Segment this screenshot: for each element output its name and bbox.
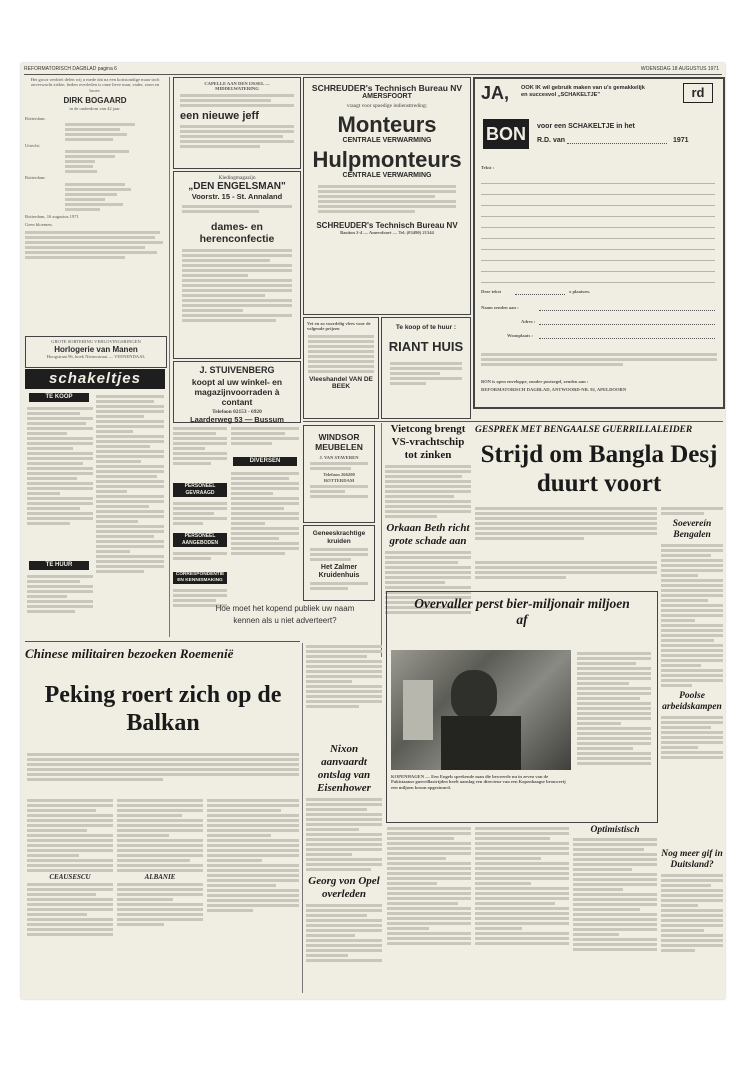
obituary-name: DIRK BOGAARD <box>63 96 127 106</box>
riant-title: RIANT HUIS <box>388 339 464 354</box>
bon-tekst-label: Tekst : <box>481 165 495 170</box>
windsor-city: ROTTERDAM <box>323 477 355 483</box>
newspaper-page <box>21 63 725 999</box>
running-head-left: REFORMATORISCH DAGBLAD pagina 6 <box>24 66 117 72</box>
tag-personeel-aangeboden: PERSONEEL AANGEBODEN <box>173 533 227 547</box>
stuivenberg-ad <box>173 361 301 423</box>
bon-ja: JA, <box>481 83 510 103</box>
china-headline <box>25 681 301 745</box>
gif-subhead: Nog meer gif in Duitsland? <box>661 849 723 870</box>
china-kicker <box>25 647 301 677</box>
windsor-tel: Telefoon 266200 <box>323 472 355 478</box>
bon-coupon[interactable] <box>473 77 725 409</box>
schreuder-footer-addr: Bastion 2-4 — Amersfoort — Tel. (03490) 21344 <box>340 230 434 236</box>
engelsman-name: „DEN ENGELSMAN" <box>188 181 286 193</box>
obituary-place-2: Utrecht: <box>25 143 41 149</box>
china-lead <box>27 751 299 793</box>
bier-headline: Overvaller perst bier-miljonair miljoen af <box>414 596 630 627</box>
capelle-sub: MIDDELWATERING <box>215 86 259 92</box>
horloge-title: Horlogerie van Manen <box>54 345 138 355</box>
bon-plaatsen-label: x plaatsen. <box>569 289 590 294</box>
gif-col <box>661 849 723 993</box>
soeverein-subhead: Soevereín Bengalen <box>672 519 712 540</box>
tag-te-koop: TE KOOP <box>29 393 89 402</box>
riant-lead: Te koop of te huur : <box>395 324 457 331</box>
bon-voor: voor een SCHAKELTJE in het <box>537 123 635 130</box>
guerrilla-kicker-text: GESPREK MET BENGAALSE GUERRILLALEIDER <box>475 425 693 435</box>
ceausescu-subhead: CEAUSESCU <box>49 873 91 881</box>
bon-year: 1971 <box>673 137 689 144</box>
bon-woonplaats-field[interactable] <box>539 338 715 339</box>
bon-adres-field[interactable] <box>539 324 715 325</box>
obituary-place-3: Rotterdam: <box>25 175 46 181</box>
obituary-footer: Geen bloemen. <box>25 222 53 228</box>
stuivenberg-name: J. STUIVENBERG <box>199 365 275 375</box>
bon-footer-addr: REFORMATORISCH DAGBLAD, ANTWOORD-NR. 92, APELDOORN <box>481 387 627 392</box>
bier-article <box>386 591 658 823</box>
engelsman-pre: Kledingmagazijn <box>218 175 256 181</box>
tag-diversen: DIVERSEN <box>233 457 297 466</box>
opel-headline: Georg von Opel overleden <box>308 875 380 900</box>
bon-deze-tekst-label: Deze tekst <box>481 289 502 294</box>
schreuder-lead: vraagt voor spoedige indiensttreding: <box>346 103 428 109</box>
optimistisch-col <box>573 825 657 993</box>
albanie-subhead: ALBANIE <box>144 873 176 881</box>
stuivenberg-slogan: koopt al uw winkel- en magazijnvoorraden à contant <box>191 377 283 407</box>
capelle-headline: een nieuwe jeff <box>180 109 259 122</box>
bangla-col-right <box>661 505 723 845</box>
kruiden-ad <box>303 525 375 601</box>
bon-logo: BON <box>483 119 529 149</box>
schreuder-job2-sub: CENTRALE VERWARMING <box>342 172 432 180</box>
running-head-right: WOENSDAG 18 AUGUSTUS 1971 <box>640 66 719 72</box>
bon-rd-van: R.D. van <box>537 137 566 144</box>
classifieds-col-b <box>96 393 164 623</box>
bon-naam-field[interactable] <box>539 310 715 311</box>
vleeshandel-name: Vleeshandel VAN DE BEEK <box>309 375 373 391</box>
horloge-ad: GROTE SORTERING VERLOVINGSRINGEN Horlogerie van Manen Hoogstraat 96, hoek Nieuwstraat — VEENENDAAL <box>25 336 167 368</box>
tag-correspondentie: CORRESPONDENTIE EN KENNISMAKING <box>173 572 227 584</box>
vleeshandel-lead: Vet en zo voordelig vlees voor de volgende prijzen <box>307 321 371 332</box>
optimistisch-subhead: Optimistisch <box>590 825 640 835</box>
schreuder-footer-name: SCHREUDER's Technisch Bureau NV <box>316 221 458 231</box>
schreuder-job1: Monteurs <box>337 112 437 138</box>
bon-plaatsen-field[interactable] <box>515 294 565 295</box>
vleeshandel-ad <box>303 317 379 419</box>
stuivenberg-address: Laarderweg 53 — Bussum <box>190 415 284 425</box>
bon-footer: BON is open enveloppe, zonder postzegel, zenden aan : <box>481 379 589 384</box>
windsor-ad <box>303 425 375 523</box>
obituary-date: Rotterdam, 16 augustus 1971 <box>25 213 79 219</box>
engelsman-address: Voorstr. 15 - St. Annaland <box>191 192 283 202</box>
guerrilla-kicker <box>475 425 723 439</box>
obituary-age: in de ouderdom van 42 jaar. <box>69 106 121 112</box>
bangla-headline-text: Strijd om Bangla Desj duurt voort <box>480 441 718 497</box>
kruiden-title: Geneeskrachtige kruiden <box>312 530 366 545</box>
obituary-intro: Het groot verdriet delen wij u mede dat na een kortstondige maar toch onverwacht ziekte, heden overleden is onze lieve man, vader, zoon en broer: <box>30 77 160 93</box>
stuivenberg-phone: Telefoon 02153 - 6920 <box>212 409 262 415</box>
bangla-headline <box>475 440 723 502</box>
brewery-photo <box>391 650 571 770</box>
classifieds-col-c <box>173 425 227 483</box>
rd-logo: rd <box>683 83 713 103</box>
bon-ja-text: OOK IK wil gebruik maken van u's gemakkelijk en succesvol „SCHAKELTJE" <box>521 85 645 98</box>
kruiden-shop: Het Zalmer Kruidenhuis <box>318 564 360 579</box>
china-headline-text: Peking roert zich op de Balkan <box>44 682 282 736</box>
nixon-opel-col <box>306 743 382 993</box>
classifieds-te-huur <box>27 573 93 623</box>
bon-naam-label: Naam zenden aan : <box>481 305 519 310</box>
windsor-sub: J. VAN STAVEREN <box>319 455 359 460</box>
schreuder-city: AMERSFOORT <box>362 93 412 100</box>
vietcong-headline: Vietcong brengt VS-vrachtschip tot zinken <box>390 423 466 461</box>
masthead-rule <box>24 74 722 75</box>
obituary <box>25 77 165 347</box>
china-kicker-text: Chinese militairen bezoeken Roemenië <box>25 647 234 661</box>
schreuder-name: SCHREUDER's Technisch Bureau NV <box>311 83 463 93</box>
bangla-lead <box>475 505 657 557</box>
engelsman-headline: dames- en herenconfectie <box>199 221 275 246</box>
bon-adres-label: Adres : <box>521 319 536 324</box>
bon-tekst-field[interactable] <box>481 173 715 283</box>
orkaan-headline: Orkaan Beth richt grote schade aan <box>386 522 470 547</box>
bon-woonplaats-label: Woonplaats : <box>507 333 533 338</box>
obituary-place-1: Rotterdam: <box>25 115 46 121</box>
capelle-title: CAPELLE AAN DEN IJSSEL — <box>204 81 270 86</box>
engelsman-ad <box>173 171 301 359</box>
horloge-address: Hoogstraat 96, hoek Nieuwstraat — VEENENDAAL <box>46 354 146 360</box>
schreuder-job1-sub: CENTRALE VERWARMING <box>342 137 432 145</box>
tag-personeel-gevraagd: PERSONEEL GEVRAAGD <box>173 483 227 497</box>
poolse-subhead: Poolse arbeidskampen <box>662 691 722 712</box>
schakeltjes-logo-text: schakeltjes <box>49 370 141 387</box>
schreuder-job2: Hulpmonteurs <box>312 147 462 173</box>
capelle-ad <box>173 77 301 169</box>
classifieds-te-koop <box>27 405 93 555</box>
riant-huis-ad <box>381 317 471 419</box>
schreuder-ad <box>303 77 471 315</box>
windsor-name: WINDSOR MEUBELEN <box>315 432 363 452</box>
kopend-text: Hoe moet het kopend publiek uw naam kennen als u niet adverteert? <box>215 604 355 625</box>
tag-te-huur: TE HUUR <box>29 561 89 570</box>
schakeltjes-logo <box>25 369 165 389</box>
nixon-headline: Nixon aanvaardt ontslag van Eisenhower <box>317 743 371 794</box>
bier-caption: KOPENHAGEN — Een Engels sprekende man die beweerde nu in zeven van de Pakistaanse guerrillastrijden heeft aanslag een directeur van een Kopenhaagse brouwerij een miljoen kroon opgestuurd. <box>391 774 566 790</box>
